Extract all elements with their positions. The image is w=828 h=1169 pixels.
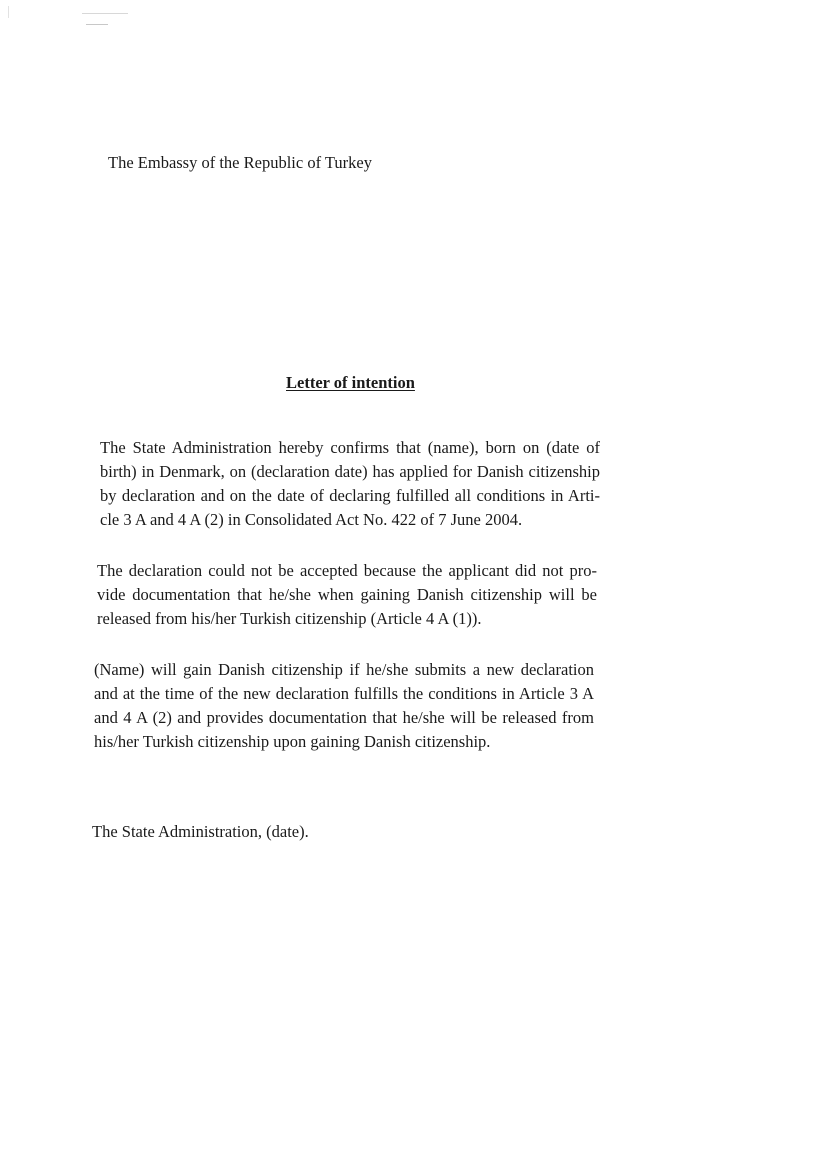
paragraph-conditions [94, 658, 594, 754]
paragraph-rejection [97, 559, 597, 631]
letter-title: Letter of intention [286, 373, 415, 392]
paragraph-confirmation [100, 436, 600, 532]
paragraph-line: and 4 A (2) and provides documentation that he/she will be released from [94, 708, 594, 727]
recipient-address: The Embassy of the Republic of Turkey [108, 153, 372, 172]
scan-artifact [8, 6, 9, 18]
paragraph-line: by declaration and on the date of declaring fulfilled all conditions in Arti- [100, 486, 600, 505]
paragraph-line: birth) in Denmark, on (declaration date) has applied for Danish citizenship [100, 462, 600, 481]
scan-artifact [82, 13, 128, 14]
paragraph-line: vide documentation that he/she when gaining Danish citizenship will be [97, 585, 597, 604]
paragraph-line: and at the time of the new declaration fulfills the conditions in Article 3 A [94, 684, 594, 703]
paragraph-line: The State Administration hereby confirms that (name), born on (date of [100, 438, 600, 457]
paragraph-line: released from his/her Turkish citizenship (Article 4 A (1)). [97, 609, 482, 628]
paragraph-line: (Name) will gain Danish citizenship if he/she submits a new declaration [94, 660, 594, 679]
paragraph-line: his/her Turkish citizenship upon gaining Danish citizenship. [94, 732, 491, 751]
scan-artifact [86, 24, 108, 25]
paragraph-line: cle 3 A and 4 A (2) in Consolidated Act No. 422 of 7 June 2004. [100, 510, 523, 529]
closing-signature-line: The State Administration, (date). [92, 822, 309, 841]
paragraph-line: The declaration could not be accepted because the applicant did not pro- [97, 561, 597, 580]
